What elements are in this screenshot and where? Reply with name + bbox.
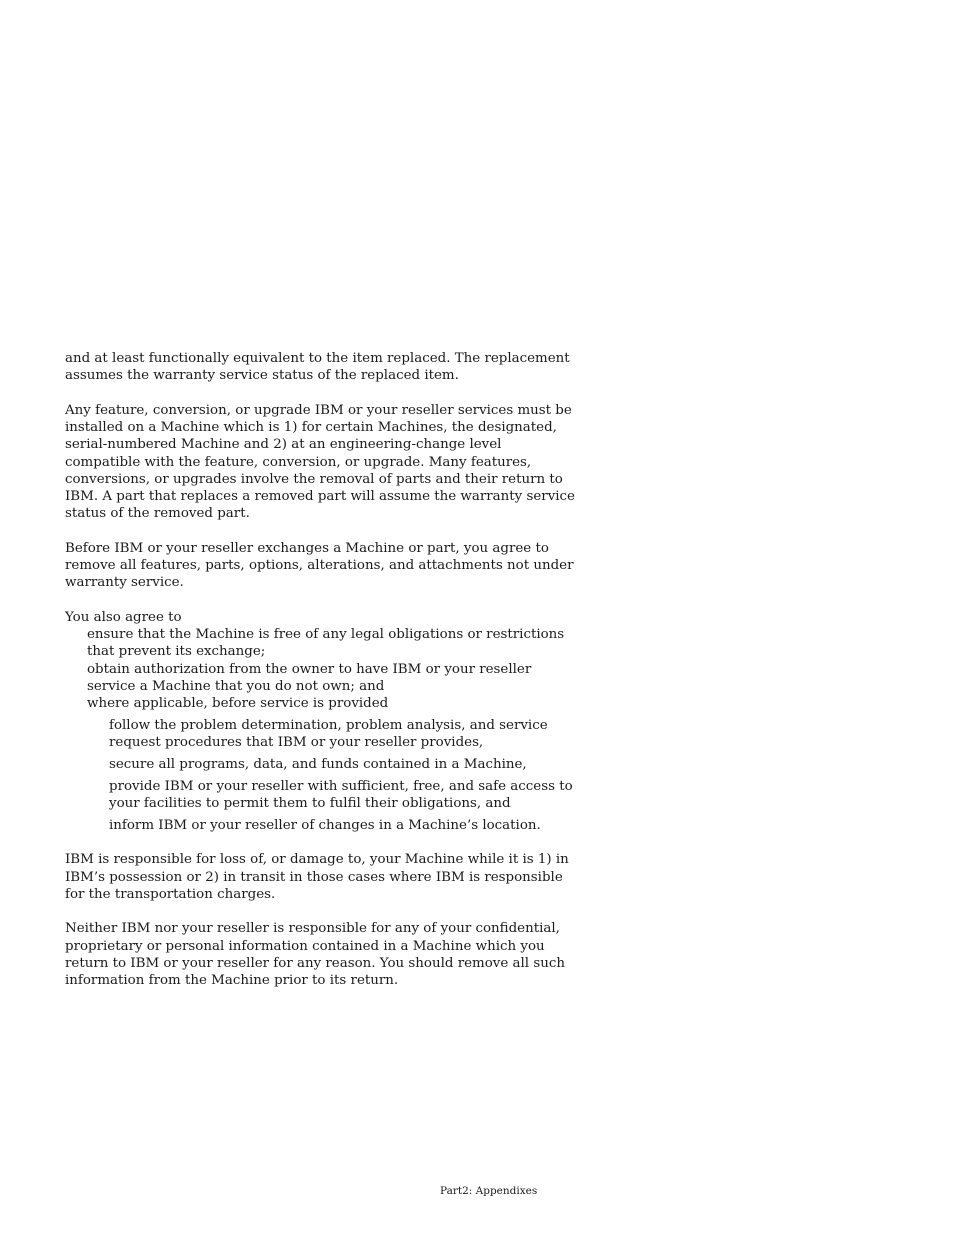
paragraph-feature-conversion: Any feature, conversion, or upgrade IBM or your reseller services must be installed on a Machine which is 1) for certain Machines, the designated, serial-numbered Machine and 2) at an engineering-change level compatible with the feature, conversion, or upgrade. Many features, conversions, or upgrades involve the removal of parts and their return to IBM. A part that replaces a removed part will assume the warranty service status of the removed part.	[65, 402, 575, 522]
agreement-subitem: inform IBM or your reseller of changes in a Machine’s location.	[109, 817, 541, 833]
agreement-item: where applicable, before service is provided	[87, 695, 389, 711]
agreement-subitem: provide IBM or your reseller with sufficient, free, and safe access to your facilities to permit them to fulfil their obligations, and	[109, 778, 573, 811]
paragraph-replacement: and at least functionally equivalent to the item replaced. The replacement assumes the warranty service status of the replaced item.	[65, 351, 570, 384]
agreement-subitem: follow the problem determination, problem analysis, and service request procedures that IBM or your reseller provides,	[109, 718, 548, 751]
agreement-subitem: secure all programs, data, and funds contained in a Machine,	[109, 757, 527, 773]
agreement-section	[65, 609, 575, 834]
document-body	[65, 350, 575, 1007]
paragraph-confidential-info: Neither IBM nor your reseller is responsible for any of your confidential, proprietary or personal information contained in a Machine which you return to IBM or your reseller for any reason. You should remove all such information from the Machine prior to its return.	[65, 921, 565, 989]
agreement-intro: You also agree to	[65, 609, 182, 625]
agreement-subitems	[109, 717, 575, 834]
paragraph-exchange: Before IBM or your reseller exchanges a Machine or part, you agree to remove all features, parts, options, alterations, and attachments not under warranty service.	[65, 540, 574, 591]
agreement-item: obtain authorization from the owner to have IBM or your reseller service a Machine that you do not own; and	[87, 661, 532, 694]
agreement-item: ensure that the Machine is free of any legal obligations or restrictions that prevent its exchange;	[87, 627, 565, 660]
page-footer: Part2: Appendixes	[440, 1185, 538, 1197]
paragraph-responsibility: IBM is responsible for loss of, or damage to, your Machine while it is 1) in IBM’s possession or 2) in transit in those cases where IBM is responsible for the transportation charges.	[65, 852, 569, 902]
